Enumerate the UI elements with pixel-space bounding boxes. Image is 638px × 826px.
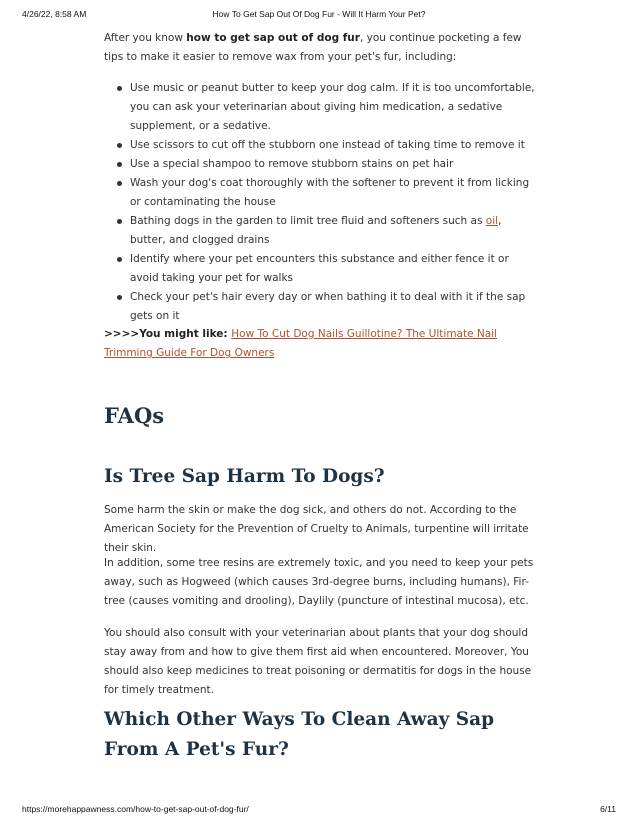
q1-paragraph-1: Some harm the skin or make the dog sick, and others do not. According to the American Society for the Prevention of Cruelty to Animals, turpentine will irritate their skin. [104, 504, 529, 554]
intro-text-before: After you know [104, 32, 187, 44]
print-page-title: How To Get Sap Out Of Dog Fur - Will It Harm Your Pet? [212, 9, 426, 19]
print-url: https://morehappawness.com/how-to-get-sap-out-of-dog-fur/ [22, 804, 249, 814]
faqs-heading: FAQs [104, 403, 165, 428]
list-item-text: Use scissors to cut off the stubborn one instead of taking time to remove it [130, 139, 525, 151]
page-number: 6/11 [600, 804, 616, 814]
q1-heading: Is Tree Sap Harm To Dogs? [104, 466, 385, 487]
list-item-text: Wash your dog's coat thoroughly with the softener to prevent it from licking or contaminating the house [130, 177, 530, 208]
related-article-link[interactable]: How To Cut Dog Nails Guillotine? The Ultimate Nail Trimming Guide For Dog Owners [104, 328, 498, 359]
list-item [104, 212, 536, 250]
tips-list [104, 79, 536, 326]
intro-text-after: , you continue pocketing a few tips to make it easier to remove wax from your pet's fur, including: [104, 32, 522, 63]
bullet-icon [117, 181, 122, 186]
list-item-text: Bathing dogs in the garden to limit tree fluid and softeners such as [130, 215, 486, 227]
bullet-icon [117, 143, 122, 148]
print-footer [0, 804, 638, 818]
q1-paragraph-2: In addition, some tree resins are extremely toxic, and you need to keep your pets away, such as Hogweed (which causes 3rd-degree burns, including humans), Fir-tree (causes vomiting and drooling), Daylily (puncture of intestinal mucosa), etc. [104, 557, 534, 607]
intro-paragraph [104, 29, 536, 67]
bullet-icon [117, 257, 122, 262]
bullet-icon [117, 86, 122, 91]
bullet-icon [117, 219, 122, 224]
list-item [104, 155, 536, 174]
list-item [104, 136, 536, 155]
list-item [104, 250, 536, 288]
list-item-text: Use music or peanut butter to keep your dog calm. If it is too uncomfortable, you can ask your veterinarian about giving him medication, a sedative supplement, or a sedative. [130, 82, 535, 132]
q1-paragraph-3: You should also consult with your veterinarian about plants that your dog should stay away from and how to give them first aid when encountered. Moreover, You should also keep medicines to treat poisoning or dermatitis for dogs in the house for timely treatment. [104, 627, 532, 696]
print-header [0, 9, 638, 23]
list-item-text: Identify where your pet encounters this substance and either fence it or avoid taking your pet for walks [130, 253, 509, 284]
list-item-text: Check your pet's hair every day or when bathing it to deal with it if the sap gets on it [130, 291, 526, 322]
list-item [104, 174, 536, 212]
oil-link[interactable]: oil [485, 215, 499, 227]
bullet-icon [117, 295, 122, 300]
print-datetime: 4/26/22, 8:58 AM [22, 9, 87, 19]
list-item-text: Use a special shampoo to remove stubborn stains on pet hair [130, 158, 454, 170]
list-item-text-after: , butter, and clogged drains [130, 215, 502, 246]
intro-bold-keyword: how to get sap out of dog fur [186, 32, 360, 44]
list-item [104, 288, 536, 326]
bullet-icon [117, 162, 122, 167]
related-prefix: >>>>You might like: [104, 328, 232, 340]
list-item [104, 79, 536, 136]
related-article [104, 325, 536, 363]
q2-heading: Which Other Ways To Clean Away Sap From A Pet's Fur? [104, 709, 495, 760]
